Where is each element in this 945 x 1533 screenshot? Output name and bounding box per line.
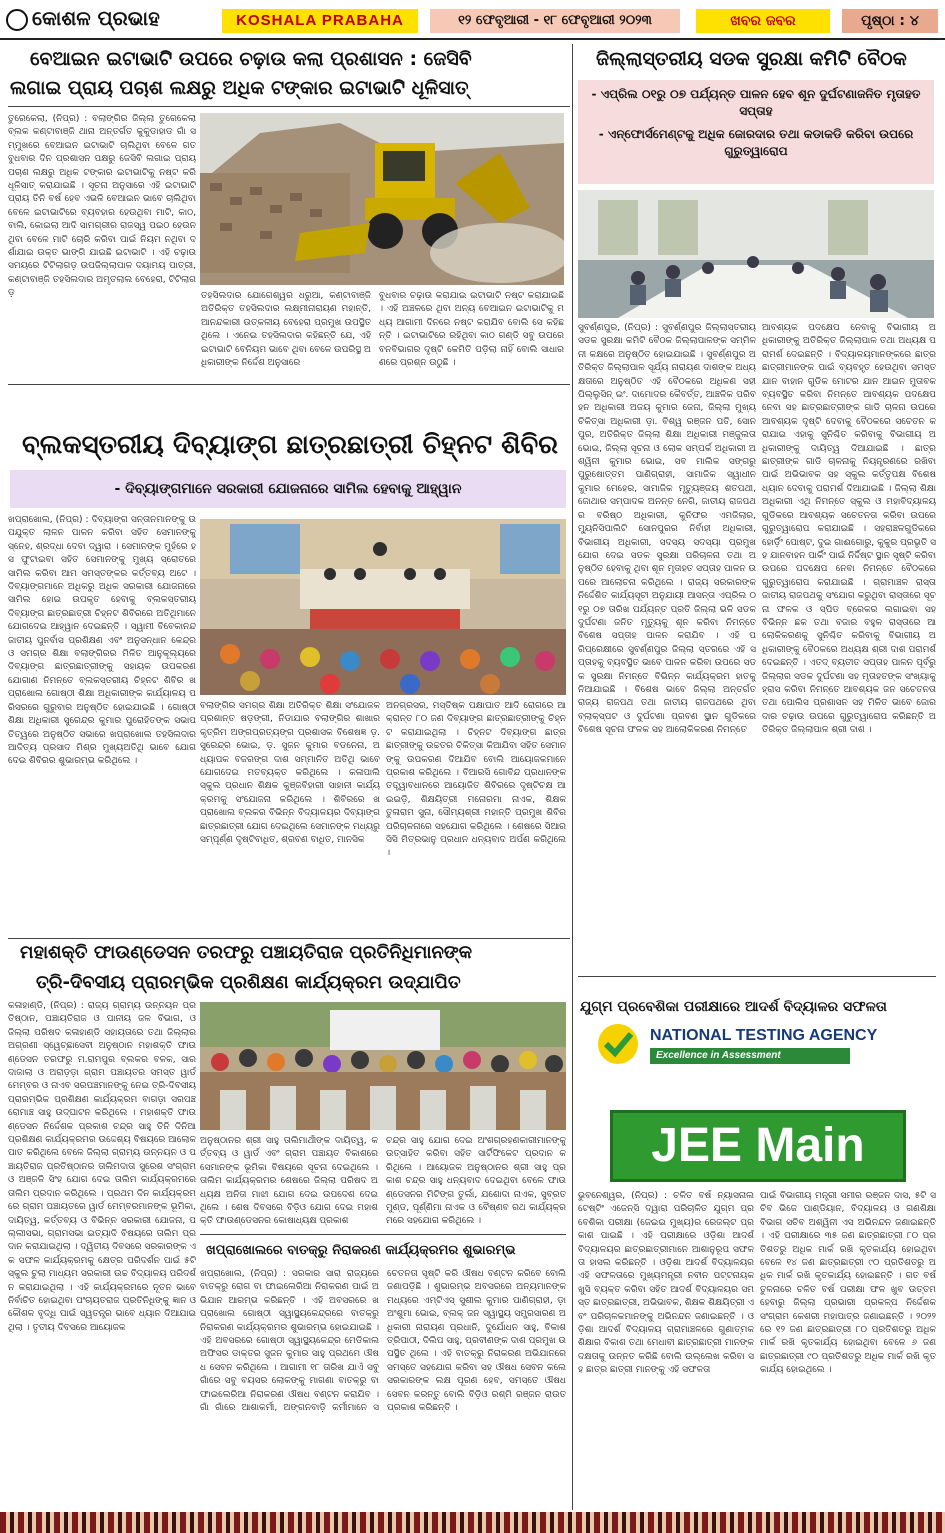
jee-main-text: JEE Main — [651, 1119, 865, 1172]
newspaper-logo — [6, 6, 206, 34]
logo-emblem-icon — [6, 9, 28, 31]
paper-name-en: KOSHALA PRABAHA — [222, 9, 418, 33]
article3-headline: ବ୍ଲକସ୍ତରୀୟ ଦିବ୍ୟାଙ୍ଗ ଛାତ୍ରଛାତ୍ରୀ ଚିହ୍ନଟ ଶିବିର — [22, 430, 558, 460]
nta-name: NATIONAL TESTING AGENCY — [650, 1027, 878, 1044]
article5-body: ଖପ୍ରାଖୋଲ, (ନିପ୍ର) : ସରକାର ସାରା ରାଜ୍ୟରେ ବାତକ୍ରୁ ରୋଗ ବା ଫାଇଲେରିଆ ନିରାକରଣ ପାଇଁ ଅଭିଯାନ ଆରମ୍ଭ କରିଛନ୍ତି । ଏହି ଅବସରରେ ଖପ୍ରାଖୋଲ ଗୋଷ୍ଠୀ ସ୍ୱାସ୍ଥ୍ୟକେନ୍ଦ୍ରରେ ବାତକ୍ରୁ ନିରାକରଣ କାର୍ଯ୍ୟକ୍ରମର ଶୁଭାରମ୍ଭ ହୋଇଯାଇଛି । ଏହି ଅବସରରେ ଗୋଷ୍ଠୀ ସ୍ୱାସ୍ଥ୍ୟକେନ୍ଦ୍ର ମେଡିକାଲ ଅଫିସର ଡାକ୍ତର ସୁଜନ କୁମାର ସାହୁ ପ୍ରଥମେ ଔଷଧ ସେବନ କରିଥିଲେ । ଆଗାମୀ ୧୮ ତାରିଖ ଯାଏଁ ସବୁ ଗାଁରେ ସବୁ ବୟସର ଲୋକଙ୍କୁ ମାଗଣା ବାତକ୍ରୁ ବା ଫାଇଲେରିଆ ନିରାକରଣ ଔଷଧ ବଣ୍ଟନ କରାଯିବ । ଗାଁ ଗାଁରେ ଆଶାକର୍ମୀ, ଅଙ୍ଗନବାଡ଼ି କର୍ମୀମାନେ ସଚେତନତା ସୃଷ୍ଟି କରି ଔଷଧ ବଣ୍ଟନ କରିବେ ବୋଲି ଜଣାପଡ଼ିଛି । ଶୁଭାରମ୍ଭ ଅବସରରେ ଅନ୍ୟମାନଙ୍କ ମଧ୍ୟରେ ଏମ୍‌ଟିଏସ୍ ସୁଶୀଲ କୁମାର ପାଣିଗ୍ରାହୀ, ଡ଼ା ଅଂଶୁମା ଭୋଇ, ବ୍ଲକ୍ ଜନ ସ୍ୱାସ୍ଥ୍ୟ ସମ୍ପ୍ରସାରଣ ଅଧିକାରୀ ନାରାୟଣ ପ୍ରଧାନି, ଦୁର୍ଯୋଧନ ସାହୁ, ବିକାଶ ତ୍ରିପାଠୀ, ଦିଲିପ ସାହୁ, ପ୍ରବୀଣଙ୍କ ଦାଶ ପ୍ରମୁଖ ଉପସ୍ଥିତ ଥିଲେ । ଏହି ବାତକ୍ରୁ ନିରାକରଣ ଅଭିଯାନରେ ସମସ୍ତେ ସହଯୋଗ କରିବା ସହ ଔଷଧ ସେବନ କଲେ ସରକାରଙ୍କ ଲକ୍ଷ ପୂରଣ ହେବ, ସମସ୍ତେ ଔଷଧ ସେବନ କରନ୍ତୁ ବୋଲି ବିଡ଼ିଓ ରଶ୍ମି ରଞ୍ଜନ ରାଉତ ପ୍ରକାଶ କରିଛନ୍ତି । — [200, 1269, 566, 1414]
article2-headline: ଜିଲ୍ଲାସ୍ତରୀୟ ସଡକ ସୁରକ୍ଷା କମିଟି ବୈଠକ — [596, 48, 907, 70]
divider — [8, 384, 570, 385]
bulldozer-image — [200, 113, 564, 285]
divider — [8, 938, 570, 939]
jee-main-banner — [610, 1110, 906, 1182]
article6-col1: ଭୁବନେଶ୍ୱର, (ନିପ୍ର) : ଚଳିତ ବର୍ଷ ନ୍ୟାସନାଲ ଟେଷ୍ଟିଂ ଏଜେନ୍ସି ଦ୍ୱାରା ପରିଚାଳିତ ଯୁଗ୍ମ ପ୍ରବେଶିକା ପରୀକ୍ଷା (ଜେଇଇ ମୁଖ୍ୟ)ର ରେଜଲ୍ଟ ପ୍ରକାଶ ପାଇଛି । ଏହି ପରୀକ୍ଷାରେ ଓଡ଼ିଶା ଆଦର୍ଶ ବିଦ୍ୟାଳୟର ଛାତ୍ରଛାତ୍ରୀମାନେ ଆଶାନୁରୂପ ସଫଳତା ହାସଲ କରିଛନ୍ତି । ଓଡ଼ିଶା ଆଦର୍ଶ ବିଦ୍ୟାଳୟର ଏହି ସଫଳତାରେ ମୁଖ୍ୟମନ୍ତ୍ରୀ ନବୀନ ପଟ୍ଟନାୟକ ଖୁସି ବ୍ୟକ୍ତ କରିବା ସହିତ ଆଦର୍ଶ ବିଦ୍ୟାଳୟର ସମସ୍ତ ଛାତ୍ରଛାତ୍ରୀ, ଅଭିଭାବକ, ଶିକ୍ଷକ ଶିକ୍ଷୟିତ୍ରୀ ଏବଂ ପରିଚାଳକମାନଙ୍କୁ ଅଭିନନ୍ଦନ ଜଣାଇଛନ୍ତି । ଓଡ଼ିଶା ଆଦର୍ଶ ବିଦ୍ୟାଳୟ ଗ୍ରାମାଞ୍ଚଳରେ ଗୁଣାତ୍ମକ ଶିକ୍ଷାର ବିକାଶ ତଥା ମେଧାବୀ ଛାତ୍ରଛାତ୍ରୀ ମାନଙ୍କ ଦକ୍ଷତାକୁ ଉନ୍ନତ କରିଛି ବୋଲି ଉଲ୍ଲେଖ କରିବା ସହ ଛାତ୍ର ଛାତ୍ରୀ ମାନଙ୍କୁ ଏହି ସଫଳତା — [578, 1191, 754, 1376]
article2-col2: ଆବଶ୍ୟକ ପଦକ୍ଷେପ ନେବାକୁ ବିଭାଗୀୟ ଅଧିକାରୀଙ୍କୁ ଅତିରିକ୍ତ ଜିଲ୍ଲାପାଳ ତଥା ଅଧ୍ୟକ୍ଷ ପରାମର୍ଶ ଦେଇଛନ୍ତି । ବିଦ୍ୟାଳୟମାନଙ୍କରେ ଛାତ୍ରଛାତ୍ରୀମାନଙ୍କ ପାଇଁ ବ୍ୟବହୃତ ହେଉଥିବା ସମସ୍ତ ଯାନ ବାହାନ ଗୁଡିକ ମୋଟର ଯାନ ଆଇନ ମୁତାବକ ବ୍ୟବସ୍ଥିତ କରିବା ନିମନ୍ତେ ଆବଶ୍ୟକ ପଦକ୍ଷେପ ନେବା ସହ ଛାତ୍ରଛାତ୍ରୀଙ୍କ ଗାଡି ଚାଳନା ଉପରେ ଆବଶ୍ୟକ ଦୃଷ୍ଟି ଦେବାକୁ ବୈଠକରେ ସଚେତନ କରାଯାଇ ଏହାକୁ ସୁନିଶ୍ଚିତ କରିବାକୁ ବିଭାଗୀୟ ଅଧିକାରୀଙ୍କୁ ଦାୟିତ୍ୱ ଦିଆଯାଇଛି । ଛାତ୍ରଛାତ୍ରୀଙ୍କ ଗାଡି ଚାଳନାକୁ ନିୟନ୍ତ୍ରଣରେ ରଖିବା ପାଇଁ ଅଭିଭାବକ ସହ ସ୍କୁଲ କର୍ତ୍ତୃପକ୍ଷ ବିଶେଷ ଧ୍ୟାନ ଦେବାକୁ ପରାମର୍ଶ ଦିଆଯାଇଛି । ଜିଲ୍ଲା ଶିକ୍ଷା ଅଧିକାରୀ ଏଥି ନିମନ୍ତେ ସ୍କୁଲ ଓ ମହାବିଦ୍ୟାଳୟ ଗୁଡିକରେ ଆବଶ୍ୟକ ସଚେତନତା କରିବା ଉପରେ ଗୁରୁତ୍ୱାରୋପ କରାଯାଇଛି । ସହରାଞ୍ଚଳଗୁଡିକରେ ହୋର୍ଡ଼ିଂ ପୋଷ୍ଟ, ଦୁଇ ଗାଈଗୋରୁ, କୁକୁର ପ୍ରଭୃତି ସହ ଯାନବାହନ ପାର୍କିଂ ପାଇଁ ନିର୍ଦ୍ଦିଷ୍ଟ ସ୍ଥାନ ସୃଷ୍ଟି କରିବା ଉପରେ ପଦକ୍ଷେପ ନେବା ନିମନ୍ତେ ବୈଠକରେ ଗୁରୁତ୍ୱାରୋପ କରାଯାଇଛି । ଗ୍ରାମାଞ୍ଚଳ ରାସ୍ତା ଜାତୀୟ ରାଜପଥକୁ ସଂଯୋଗ କରୁଥିବା ରାସ୍ତାରେ ସୂଚନା ଫଳକ ଓ ସ୍ପିଡ ବ୍ରେକର ଲଗାଇବା ସହ ବିଭିନ୍ନ ଛକ ତଥା ବଜାର ବହୁଳ ରାସ୍ତାରେ ଆଲୋକିକରଣକୁ ସୁନିଶ୍ଚିତ କରିବାକୁ ବିଭାଗୀୟ ଅଧିକାରୀଙ୍କୁ ବୈଠକରେ ଅଧ୍ୟକ୍ଷ ଶ୍ରୀ ଦାଶ ପରାମର୍ଶ ଦେଇଛନ୍ତି । ଏତଦ୍ ବ୍ୟତୀତ ସପ୍ତାହ ପାଳନ ପୂର୍ବରୁ ଜିଲ୍ଲାର ସଡକ ଦୁର୍ଘଟଣା ସହ ମୃତାହତଙ୍କ ସଂଖ୍ୟାକୁ ହ୍ରାସ କରିବା ନିମନ୍ତେ ଆବଶ୍ୟକ ଜନ ସଚେତନତା ତଥା ପୋଲିସ ପ୍ରଶାସନ ସହ ମିଳିତ ଭାବେ ଜୋରଦାର ଚଢ଼ାଉ ଉପରେ ଗୁରୁତ୍ୱାରୋପ କରିଛନ୍ତି ଅତିରିକ୍ତ ଜିଲ୍ଲାପାଳ ଶ୍ରୀ ଦାଶ । — [762, 323, 936, 736]
group-photo-image — [200, 1002, 566, 1130]
article3-subhead-box — [10, 470, 566, 508]
article1-col2: ତହସିଲଦାର ଯୋଗେଶ୍ୱର ଧରୁଆ, କଣ୍ଟାବାଞ୍ଜି ଅତିରିକ୍ତ ତହସିଲଦାର ଲକ୍ଷ୍ମୀନାରାୟଣ ମହାନ୍ତି, ଆନନ୍ଦକାରୀ ଉତ୍କଳୀୟ ବେହେରା ପ୍ରମୁଖ ଉପସ୍ଥିତ ଥିଲେ । ଏନେଇ ତହସିଲଦାର କହିଛନ୍ତି ଯେ, ଏହି ଇଟାଭାଟି ବେନିୟମ ଭାବେ ଥିବା ବେଳେ ଉପରିସ୍ଥ ଅଧିକାରୀଙ୍କ ନିର୍ଦ୍ଦେଶ ଅନୁସାରେ — [201, 291, 371, 369]
article1-headline-line1: ବେଆଇନ ଇଟାଭାଟି ଉପରେ ଚଢ଼ାଉ କଲା ପ୍ରଶାସନ : ଜେସିବି — [30, 48, 472, 70]
article2-sub2: - ଏନ୍‌ଫୋର୍ସମେଣ୍ଟକୁ ଅଧିକ ଜୋରଦାର ତଥା କଡାକଡି କରିବା ଉପରେ ଗୁରୁତ୍ୱାରୋପ — [598, 127, 914, 158]
decorative-border — [0, 1512, 945, 1533]
nta-tagline: Excellence in Assessment — [650, 1048, 850, 1064]
logo-text: କୋଶଳ ପ୍ରଭାହ — [32, 6, 160, 30]
article3-col2: ବଲାଙ୍ଗିର ସମଗ୍ର ଶିକ୍ଷା ଅତିରିକ୍ତ ଶିକ୍ଷା ସଂଯୋଜକ ପ୍ରଶାନ୍ତ ଷଡ଼ଙ୍ଗୀ, ନିଡାଯାର ବଲାଙ୍ଗିର ଶାଖାର କୃତ୍ରିମ ଅଙ୍ଗପ୍ରତ୍ୟଙ୍ଗ ପ୍ରଶାସକ ବିଶେଷଜ୍ଞ ଡ଼. ସୁରେନ୍ଦ୍ର ଭୋଇ, ଡ଼. ସୁଜନ କୁମାର ବଡନେନା, ଅଧ୍ୟାପକ ବଜରଙ୍ଗ ଦାଶ ସମ୍ମାନିତ ଅତିଥି ଭାବେ ଯୋଗଦେଇ ମତବ୍ୟକ୍ତ କରିଥିଲେ । କଳାପାଲି ସ୍କୁଲ ପ୍ରଧାନ ଶିକ୍ଷକ କୁଞ୍ଜବିହାରୀ ସାହାନୀ କାର୍ଯ୍ୟକ୍ରମକୁ ସଂଯୋଜନା କରିଥିଲେ । ଶିବିରରେ ଖପ୍ରାଖୋଲ ବ୍ଲକର ବିଭିନ୍ନ ବିଦ୍ୟାଳୟର ଦିବ୍ୟାଙ୍ଗ ଛାତ୍ରଛାତ୍ରୀ ଯୋଗ ଦେଇଥିଲେ ସେମାନଙ୍କ ମଧ୍ୟରୁ ସମ୍ପୂର୍ଣ୍ଣ ଦୃଷ୍ଟିବାଧିତ, ଶ୍ରବଣ ବାଧିତ, ମାନସିକ — [200, 701, 380, 846]
article2-subhead-box — [578, 80, 934, 184]
camp-image — [200, 519, 566, 695]
article1-col1: ତୁରେକେଲା, (ନିପ୍ର) : ବଲାଙ୍ଗିର ଜିଲ୍ଲା ତୁରେକେଲା ବ୍ଲକ କଣ୍ଟାବାଞ୍ଜି ଥାନା ଅନ୍ତର୍ଗତ କୁକୁଡାହାଡ ଗାଁ ସମ୍ମୁଖରେ ବେଆଇନ ଇଟାଭାଟି ଚାଲିଥିବା ବେଳେ ଗତ ବୁଧବାର ଦିନ ପ୍ରଶାସନ ପକ୍ଷରୁ ଜେସିବି ଲଗାଇ ପ୍ରାୟ ପଚାଶ ଲକ୍ଷରୁ ଅଧିକ ଟଙ୍କାର ଇଟାଭାଟିକୁ ନଷ୍ଟ କରି ଧୂଳିସାତ୍ କରାଯାଇଛି । ସୂଚନା ଅନୁସାରେ ଏହି ଇଟାଭାଟି ପ୍ରାୟ ତିନି ବର୍ଷ ହେବ ଏଭଳି ବେଆଇନ ଭାବେ ଚାଲିଥିବା ବେଳେ ଇଟାଭାଟିରେ ବ୍ୟବହାର ହେଉଥିବା ମାଟି, କାଠ, ବାଲି, କୋଇଲା ଆଦି ସାମଗ୍ରୀର ରାଜସ୍ୱ ପଇଠ ହେଉନଥିବା ବେଳେ ମାଟି ଚୋରି କରିବା ପାଇଁ ନିୟମ ନଥିବା ଦର୍ଶାଯାଇ ଉକ୍ତ ଭାଙ୍ଗି ଯାଇଛି ଇଟାଭାଟି । ଏହି ଚଢ଼ାଉ ସମୟରେ ଟିଟିଲାଗଡ଼ ଉପଜିଲ୍ଲାପାଳ ଦୟାମୟ ପାତ୍ରୀ, କଣ୍ଟାବାଞ୍ଜି ତହସିଲଦାର ଅମୃତଲାଲ ବେହେରା, ଟିଟିଲାଗଡ଼ — [8, 114, 196, 299]
article2-col1: ସୁବର୍ଣ୍ଣପୁର, (ନିପ୍ର) : ସୁବର୍ଣ୍ଣପୁର ଜିଲ୍ଲାସ୍ତରୀୟ ସଡକ ସୁରକ୍ଷା କମିଟି ବୈଠକ ଜିଲ୍ଲାପାଳଙ୍କ ସମ୍ମିଳନୀ କକ୍ଷରେ ଅନୁଷ୍ଠିତ ହୋଇଯାଇଛି । ସୁବର୍ଣ୍ଣପୁର ଅତିରିକ୍ତ ଜିଲ୍ଲାପାଳ ସୂର୍ଯ୍ୟ ନାରାୟଣ ଦାଶଙ୍କ ଅଧ୍ୟକ୍ଷତାରେ ଅନୁଷ୍ଠିତ ଏହି ବୈଠକରେ ଅଧିକଣ ସହୀ ପିଲ୍ଲୁସିନ୍ ଇଂ. ଦାମୋଦର କୈବର୍ତ୍ତ, ଆଞ୍ଚଳିକ ପରିବହନ ଅଧିକାରୀ ଅଜୟ କୁମାର ଜେନା, ଜିଲ୍ଲା ମୁଖ୍ୟ ଚିକିତ୍ସା ଅଧିକାରୀ ଡ଼ା. ବିଶ୍ୱ ରଞ୍ଜନ ପତି, ସୋନପୁର, ଅତିରିକ୍ତ ଜିଲ୍ଲା ଶିକ୍ଷା ଅଧିକାରୀ ମଞ୍ଜୁଲତା ଭୋଇ, ଜିଲ୍ଲା ସୂଚନା ଓ ଲୋକ ସମ୍ପର୍କ ଅଧିକାରୀ ଅଶ୍ୱିନୀ କୁମାର ଭୋଇ, ସବ ମାଲିକ ସଙ୍ଗରୁ ପୁରୁଷୋତ୍ତମ ପାଣିଗ୍ରାହୀ, ସାମାଜିକ ସ୍ୱାଧୀନ କୁମାର ମେହେର, ସାମାଜିକ ମୃତ୍ୟୁଞ୍ଜୟ ଶତପଥୀ, ଜୋଥାର ସମ୍ପାଦକ ଅନନ୍ତ ନେଗି, ଜାତୀୟ ରାଜପଥର ବରିଷ୍ଠ ଅଧିକାରୀ, କୁନିଫର ଏମଜିଲାର, ମ୍ୟୁନିସିପାଲିଟି ସୋନପୁରର ନିର୍ବାହୀ ଅଧିକାରୀ, ବିଭାଗୀୟ ଅଧିକାରୀ, ସଦସ୍ୟ ସଦସ୍ୟା ପ୍ରମୁଖ ଯୋଗ ଦେଇ ସଡକ ସୁରକ୍ଷା ପରିଚାଳନା ତଥା ଅନୁଷ୍ଠିତ ହେବାକୁ ଥିବା ଶୂନ ମୃତାହତ ସପ୍ତାହ ପାଳନ ଉପରେ ଆଲୋଚନା କରିଥିଲେ । ରାଜ୍ୟ ସରକାରଙ୍କ ନିର୍ଦ୍ଦେଶିତ କାର୍ଯ୍ୟସୂଚୀ ଅନୁଯାୟୀ ଆସନ୍ତା ଏପ୍ରିଲ ୦୧ରୁ ୦୭ ତାରିଖ ପର୍ଯ୍ୟନ୍ତ ପ୍ରତି ଜିଲ୍ଲା ଭଳି ସଡକ ଦୁର୍ଘଟଣା ଜନିତ ମୃତ୍ୟୁକୁ ଶୂନ କରିବା ନିମନ୍ତେ ବିଶେଷ ସପ୍ତାହ ପାଳନ କରାଯିବ । ଏହି ପରିପ୍ରେକ୍ଷୀରେ ସୁବର୍ଣ୍ଣପୁର ଜିଲ୍ଲା ସ୍ତରରେ ଏହି ସପ୍ତାହକୁ ବ୍ୟବସ୍ଥିତ ଭାବେ ପାଳନ କରିବା ଉପରେ ସଡକ ସୁରକ୍ଷା ନିମନ୍ତେ ବିଭିନ୍ନ କାର୍ଯ୍ୟକ୍ରମ ହାତକୁ ନିଆଯାଇଛି । ବିଶେଷ ଭାବେ ଜିଲ୍ଲା ଅନ୍ତର୍ଗତ ରାଜ୍ୟ ରାଜପଥ ତଥା ଜାତୀୟ ରାଜପଥରେ ଥିବା ବ୍ଲାକ୍‌ସ୍ପଟ ଓ ଦୁର୍ଘଟଣା ପ୍ରବଣ ସ୍ଥାନ ଗୁଡିକରେ ବିଶେଷ ସୂଚନା ଫଳକ ସହ ଆଲୋକିକରଣ ନିମନ୍ତେ — [578, 323, 756, 736]
article4-col2: ଅନୁଷ୍ଠାନର ଶ୍ରୀ ସାହୁ ତାଲିମାର୍ଥୀଙ୍କ ଦାୟିତ୍ୱ, କର୍ତ୍ତବ୍ୟ ଓ ୱାର୍ଡ ଏବଂ ଗ୍ରାମ ପଞ୍ଚାୟତ ବିକାଶରେ ସେମାନଙ୍କ ଭୂମିକା ବିଷୟରେ ସୂଚନା ଦେଇଥିଲେ । ତାଲିମ କାର୍ଯ୍ୟକ୍ରମର ଶେଷରେ ଜିଲ୍ଲା ପରିଷଦ ଅଧ୍ୟକ୍ଷ ଅନିତା ମାଝୀ ଯୋଗ ଦେଇ ଉପଦେଶ ଦେଇଥିଲେ । ଶେଷ ଦିବସରେ ବିଡ଼ିଓ ଯୋଗ ଦେଇ ମହାଶକ୍ତି ଫାଉଣ୍ଡେସନର କୋଷାଧ୍ୟକ୍ଷ ପ୍ରକାଶ — [200, 1136, 378, 1227]
divider — [8, 106, 570, 107]
column-separator — [572, 44, 573, 1510]
section-label: ଖବର ଜବର — [696, 9, 830, 33]
article3-photo-camp — [200, 519, 566, 695]
article3-col3: ଅନଗ୍ରସର, ମସ୍ତିଷ୍କ ପକ୍ଷାଘାତ ଆଦି ରୋଗରେ ଆକ୍ରାନ୍ତ ୮୦ ଜଣ ଦିବ୍ୟାଙ୍ଗ ଛାତ୍ରଛାତ୍ରୀଙ୍କୁ ଚିହ୍ନଟ କରାଯାଇଥିଲା । ଚିହ୍ନଟ ଦିବ୍ୟାଙ୍ଗ ଛାତ୍ରଛାତ୍ରୀଙ୍କୁ ଉଚ୍ଚତର ଚିକିତ୍ସା କିଆଯିବା ସହିତ ସେମାନଙ୍କୁ ଉପକରଣ ଦିଆଯିବ ବୋଲି ଆୟୋଜକମାନେ ପ୍ରକାଶ କରିଥିଲେ । ବିଆରସି ଗୋବିନ୍ଦ ପ୍ରଧାନଙ୍କ ତତ୍ତ୍ୱାବଧାନରେ ଆୟୋଜିତ ଶିବିରରେ ଦୃଷ୍ଟିଚକ୍ଷ ଆଇଇଡ଼ି, ଶିକ୍ଷୟିତ୍ରୀ ମନୋରମା ନାଏକ, ଶିକ୍ଷକ ତୁଳାରାମ ସୁନା, ସୌମ୍ୟଶ୍ରୀ ମହାନ୍ତି ପ୍ରମୁଖ ଶିବିର ପରିଚାଳନାରେ ସହଯୋଗ କରିଥିଲେ । ଶେଷରେ ସିଆରସିସି ମିତ୍ରଭାନୁ ପ୍ରଧାନ ଧନ୍ୟବାଦ ଅର୍ପଣ କରିଥିଲେ । — [386, 701, 566, 859]
nta-logo-banner — [578, 1018, 936, 1070]
article4-col3: ଚନ୍ଦ୍ର ସାହୁ ଯୋଗ ଦେଇ ଅଂଶଗ୍ରହଣକାରୀମାନଙ୍କୁ ଉତ୍ସାହିତ କରିବା ସହିତ ସାର୍ଟିଫିକେଟ ପ୍ରଦାନ କରିଥିଲେ । ଆୟୋଜକ ଅନୁଷ୍ଠାନର ଶ୍ରୀ ସାହୁ ପ୍ରକାଶ ଚନ୍ଦ୍ର ସାହୁ ଧନ୍ୟବାଦ ଦେଇଥିବା ବେଳେ ଫାଉଣ୍ଡେସନର ମିଟିଙ୍ଗ ତୁର୍ଲା, ଯଶୋଦା ନାଏକ, ସୁବ୍ରତ ମୁଣ୍ଡ, ପୂର୍ଣ୍ଣିମା ନାଏକ ଓ ବୈଷ୍ଣବ ରଥ କାର୍ଯ୍ୟକ୍ରମରେ ସହଯୋଗ କରିଥିଲେ । — [386, 1136, 566, 1227]
article3-sub: - ଦିବ୍ୟାଙ୍ଗମାନେ ସରକାରୀ ଯୋଜନାରେ ସାମିଲ ହେବାକୁ ଆହ୍ୱାନ — [114, 481, 462, 497]
article2-photo-meeting — [578, 190, 934, 318]
article4-col1: କଳାହାଣ୍ଡି, (ନିପ୍ର) : ରାଜ୍ୟ ଗ୍ରାମ୍ୟ ଉନ୍ନୟନ ପ୍ରତିଷ୍ଠାନ, ପଞ୍ଚାୟତିରାଜ ଓ ପାନୀୟ ଜଳ ବିଭାଗ, ଓ ଜିଲ୍ଲା ପରିଷଦ କଳାହାଣ୍ଡି ସହାୟତାରେ ତଥା ଜିଲ୍ଲାର ଅଗ୍ରଣୀ ସ୍ୱେଚ୍ଛାସେବୀ ଅନୁଷ୍ଠାନ ମହାଶକ୍ତି ଫାଉଣ୍ଡେସନ ତରଫରୁ ମ.ରାମପୁର ବ୍ଲକର ବଳକ, ସାରଦାଜାଲା ଓ ଅରାଡ଼ଡ଼ା ଗ୍ରାମ ପଞ୍ଚାୟତର ସମସ୍ତ ୱାର୍ଡ ମେମ୍ବର ଓ ନାଏବ ସରପଞ୍ଚମାନଙ୍କୁ ନେଇ ତ୍ରି-ଦିବସୀୟ ପ୍ରାରମ୍ଭିକ ପ୍ରଶିକ୍ଷଣ କାର୍ଯ୍ୟକ୍ରମ ବାଗଡ଼ା ସରପଞ୍ଚ ରୋମାଞ୍ଚ ସାହୁ ଉଦ୍‌ଘାଟନ କରିଥିଲେ । ମହାଶକ୍ତି ଫାଉଣ୍ଡେସନ ନିର୍ଦ୍ଦେଶକ ପ୍ରକାଶ ଚନ୍ଦ୍ର ସାହୁ ତିନି ଦିନିଆ ପ୍ରଶିକ୍ଷଣ କାର୍ଯ୍ୟକ୍ରମର ଉଦ୍ଦେଶ୍ୟ ବିଷୟରେ ଆଲୋକପାତ କରିଥିଲେ ବେଳେ ଜିଲ୍ଲା ଗ୍ରାମ୍ୟ ଉନ୍ନୟନ ଓ ପଞ୍ଚାୟତିରାଜ ପ୍ରତିଷ୍ଠାନର ତାଲିମଦାତା ସୁରେଶ ସଂଗ୍ରାମ ଓ ଅଞ୍ଜଳି ସିଂହ ଯୋଗ ଦେଇ ତାଲିମ କାର୍ଯ୍ୟକ୍ରମରେ ତାଲିମ ପ୍ରଦାନ କରିଥିଲେ । ପ୍ରଥମ ଦିନ କାର୍ଯ୍ୟକ୍ରମରେ ଗ୍ରାମ ପଞ୍ଚାୟତରେ ୱାର୍ଡ ମେମ୍ବରମାନଙ୍କ ଭୂମିକା, ଦାୟିତ୍ୱ, କର୍ତ୍ତବ୍ୟ ଓ ବିଭିନ୍ନ ସରକାରୀ ଯୋଜନା, ପଲ୍ଲୀସଭା, ଗ୍ରାମସଭା ଇତ୍ୟାଦି ବିଷୟରେ ତାଲିମ ପ୍ରଦାନ କରାଯାଇଥିଲା । ଦ୍ୱିତୀୟ ଦିବସରେ ସରକାରଙ୍କ ଏକ ସଫଳ କାର୍ଯ୍ୟକ୍ରମକୁ କ୍ଷେତ୍ର ପରିଦର୍ଶନ ପାଇଁ ୫ଟି ସ୍କୁଲ ଚୁଲା ମାଧ୍ୟମ ସରକାରୀ ଉଚ୍ଚ ବିଦ୍ୟାଳୟ ପରିଦର୍ଶନ କରାଯାଇଥିଲା । ଏହି କାର୍ଯ୍ୟକ୍ରମରେ ନୂତନ ଭାବେ ନିର୍ବାଚିତ ହୋଇଥିବା ପଂଚାୟତରାଜ ପ୍ରତିନିଧିଙ୍କୁ ଜ୍ଞାନ ଓ କୌଶଳ ବୃଦ୍ଧି ପାଇଁ ସ୍ୱତନ୍ତ୍ର ଭାବେ ଧ୍ୟାନ ଦିଆଯାଇଥିଲା । ତୃତୀୟ ଦିବସରେ ଆୟୋଜକ — [8, 1001, 196, 1333]
article6-headline: ଯୁଗ୍ମ ପ୍ରବେଶିକା ପରୀକ୍ଷାରେ ଆଦର୍ଶ ବିଦ୍ୟାଳର ସଫଳତା — [580, 999, 887, 1015]
article1-col3: ବୁଧବାର ଚଢ଼ାଉ କରାଯାଇ ଇଟାଭାଟି ନଷ୍ଟ କରାଯାଇଛି । ଏହି ଅଞ୍ଚଳରେ ଥିବା ଅନ୍ୟ ବେଆଇନ ଇଟାଭାଟିକୁ ମଧ୍ୟ ଆଗାମୀ ଦିନରେ ନଷ୍ଟ କରାଯିବ ବୋଲି ସେ କହିଛନ୍ତି । ଇଟାଭାଟିରେ ରହିଥିବା କାଠ ଗଣ୍ଡି ସବୁ ଉପରେ ବନବିଭାଗର ଦୃଷ୍ଟି କେମିତି ପଡ଼ିଲା ନାହିଁ ବୋଲି ସାଧାରଣରେ ପ୍ରଶ୍ନ ଉଠୁଛି । — [379, 291, 564, 369]
article4-headline-line2: ତ୍ରି-ଦିବସୀୟ ପ୍ରାରମ୍ଭିକ ପ୍ରଶିକ୍ଷଣ କାର୍ଯ୍ୟକ୍ରମ ଉଦ୍‌ଯାପିତ — [36, 972, 461, 993]
nta-checkmark-icon — [596, 1022, 640, 1066]
meeting-image — [578, 190, 934, 318]
date-range: ୧୨ ଫେବୃଆରୀ - ୧୮ ଫେବୃଆରୀ ୨୦୨୩ — [430, 9, 680, 33]
article1-photo-bulldozer — [200, 113, 564, 285]
article4-headline-line1: ମହାଶକ୍ତି ଫାଉଣ୍ଡେସନ ତରଫରୁ ପଞ୍ଚାୟତିରାଜ ପ୍ରତିନିଧିମାନଙ୍କ — [20, 942, 473, 963]
article4-photo-group — [200, 1002, 566, 1130]
divider — [200, 1234, 566, 1235]
article2-sub1: - ଏପ୍ରିଲ ୦୧ରୁ ୦୭ ପର୍ଯ୍ୟନ୍ତ ପାଳନ ହେବ ଶୂନ ଦୁର୍ଘଟଣାଜନିତ ମୃତାହତ ସପ୍ତାହ — [591, 87, 921, 118]
article1-headline-line2: ଲଗାଇ ପ୍ରାୟ ପଚାଶ ଲକ୍ଷରୁ ଅଧିକ ଟଙ୍କାର ଇଟାଭାଟି ଧୂଳିସାତ୍ — [10, 77, 469, 99]
masthead — [0, 0, 945, 40]
article5-headline: ଖପ୍ରାଖୋଲରେ ବାତକ୍ରୁ ନିରାକରଣ କାର୍ଯ୍ୟକ୍ରମର ଶୁଭାରମ୍ଭ — [206, 1243, 516, 1258]
page-number: ପୃଷ୍ଠା : ୪ — [842, 9, 938, 33]
divider — [578, 976, 936, 977]
article6-col2: ପାଇଁ ବିଭାଗୀୟ ମନ୍ତ୍ରୀ ସମୀର ରଞ୍ଜନ ଦାସ, ୫ଟି ସଚିବ ଭିଜେ ପାଣ୍ଡିୟାନ, ବିଦ୍ୟାଳୟ ଓ ଗଣଶିକ୍ଷା ବିଭାଗ ସଚିବ ଅଶ୍ୱିନୀ ଏସ ଅଭିନନ୍ଦନ ଜଣାଇଛନ୍ତି । ଏହି ପରୀକ୍ଷାରେ ୩୫ ଜଣ ଛାତ୍ରଛାତ୍ରୀ ୮୦ ପ୍ରତିଶତରୁ ଅଧିକ ମାର୍କ ରଖି କୃତକାର୍ଯ୍ୟ ହୋଇଥିବା ବେଳେ ୧୪ ଜଣ ଛାତ୍ରଛାତ୍ରୀ ୯୦ ପ୍ରତିଶତରୁ ଅଧିକ ମାର୍କ ରଖି କୃତକାର୍ଯ୍ୟ ହୋଇଛନ୍ତି । ଗତ ବର୍ଷ ତୁଳନାରେ ଚଳିତ ବର୍ଷ ପରୀକ୍ଷା ଫଳ ଖୁବ ଉତ୍ତମ ହେବାରୁ ଜିଲ୍ଲା ପ୍ରଭାରୀ ପ୍ରକଳ୍ପ ନିର୍ଦ୍ଦେଶକ ସଂଗ୍ରାମ କେଶରୀ ମହାପାତ୍ର ଜଣାଇଛନ୍ତି । ୨୦୨୨ରେ ୧୨ ଜଣ ଛାତ୍ରଛାତ୍ରୀ ୮୦ ପ୍ରତିଶତରୁ ଅଧିକ ମାର୍କ ରଖି କୃତକାର୍ଯ୍ୟ ହୋଇଥିବା ବେଳେ ୬ ଜଣ ଛାତ୍ରଛାତ୍ରୀ ୯୦ ପ୍ରତିଶତରୁ ଅଧିକ ମାର୍କ ରଖି କୃତକାର୍ଯ୍ୟ ହୋଇଥିଲେ । — [760, 1191, 936, 1376]
article3-col1: ଖପ୍ରାଖୋଲ, (ନିପ୍ର) : ଦିବ୍ୟାଙ୍ଗ ସନ୍ତାନମାନଙ୍କୁ ଉପଯୁକ୍ତ ଲାଳନ ପାଳନ କରିବା ସହିତ ସେମାନଙ୍କୁ ସ୍ନେହ, ଶ୍ରଦ୍ଧା ଦେବା ଦ୍ୱାରା । ସେମାନଙ୍କ ମୁହଁରେ ହସ ଫୁଟାଇବା ସହିତ ସେମାନଙ୍କୁ ମୁଖ୍ୟ ସ୍ରୋତରେ ସାମିଲ କରିବା ଆମ ସମସ୍ତଙ୍କର କର୍ତ୍ତବ୍ୟ ଅଟେ । ଦିବ୍ୟାଙ୍ଗମାନେ ଅଧିକରୁ ଅଧିକ ସରକାରୀ ଯୋଜନାରେ ସାମିଲ ହୋଇ ଉପକୃତ ହେବାକୁ ବ୍ଲକସ୍ତରୀୟ ଦିବ୍ୟାଙ୍ଗ ଛାତ୍ରଛାତ୍ରୀ ଚିହ୍ନଟ ଶିବିରରେ ଅତିଥିମାନେ ଯୋଗଦେଇ ଆହ୍ୱାନ ଦେଇଛନ୍ତି । ସ୍ୱାମୀ ବିବେକାନନ୍ଦ ଜାତୀୟ ପୁନର୍ବାସ ପ୍ରଶିକ୍ଷଣ ଏବଂ ଅନୁସନ୍ଧାନ କେନ୍ଦ୍ର ଓ ସମଗ୍ର ଶିକ୍ଷା ବଲାଙ୍ଗିରର ମିଳିତ ଆନୁକୂଲ୍ୟରେ ଦିବ୍ୟାଙ୍ଗ ଛାତ୍ରଛାତ୍ରୀଙ୍କୁ ସହାୟକ ଉପକରଣ ଯୋଗାଣ ନିମନ୍ତେ ବ୍ଲକସ୍ତରୀୟ ଚିହ୍ନଟ ଶିବିର ଖପ୍ରାଖୋଲ ଗୋଷ୍ଠୀ ଶିକ୍ଷା ଅଧିକାରୀଙ୍କ କାର୍ଯ୍ୟାଳୟ ପରିସରରେ ଗୁରୁବାର ଅନୁଷ୍ଠିତ ହୋଇଯାଇଛି । ଗୋଷ୍ଠୀ ଶିକ୍ଷା ଅଧିକାରୀ ସୁରେନ୍ଦ୍ର କୁମାର ପୁରୋହିତଙ୍କ ସଭାପତିତ୍ୱରେ ଅନୁଷ୍ଠିତ ସଭାରେ ଖପ୍ରାଖୋଲ ତହସିଲଦାର ଆଦିତ୍ୟ ପ୍ରସାଦ ମିଶ୍ର ମୁଖ୍ୟଅତିଥି ଭାବେ ଯୋଗଦେଇ ଶିବିରର ଶୁଭାରମ୍ଭ କରିଥିଲେ । — [8, 515, 196, 767]
